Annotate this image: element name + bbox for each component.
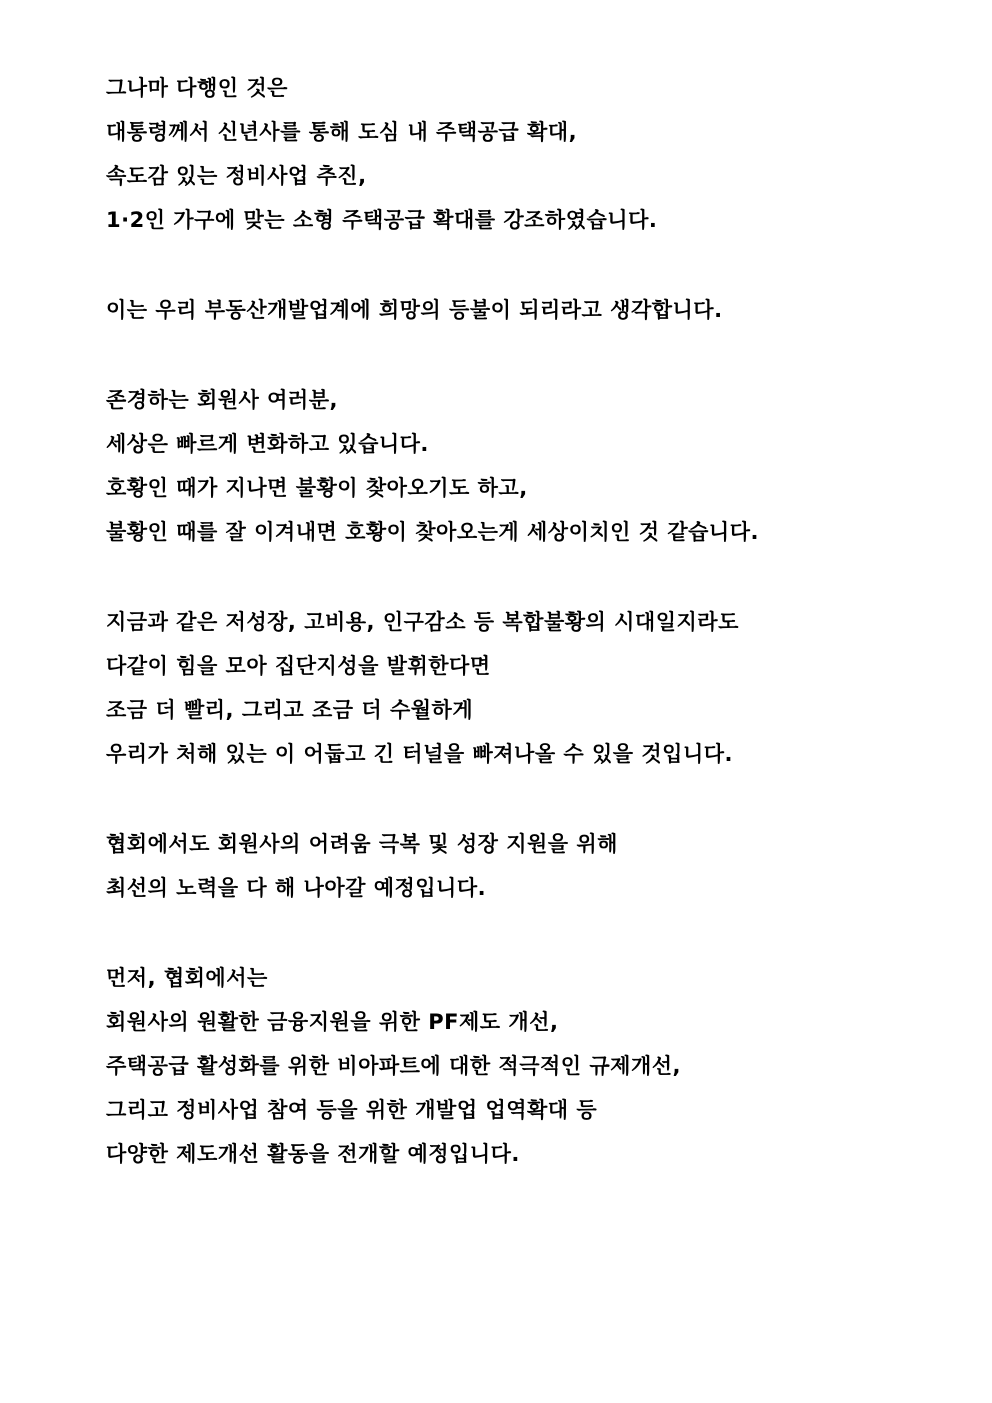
text-line: 먼저, 협회에서는 [106,966,268,990]
text-line: 이는 우리 부동산개발업계에 희망의 등불이 되리라고 생각합니다. [106,298,723,322]
text-line: 지금과 같은 저성장, 고비용, 인구감소 등 복합불황의 시대일지라도 [106,610,739,634]
text-line: 불황인 때를 잘 이겨내면 호황이 찾아오는게 세상이치인 것 같습니다. [106,520,759,544]
paragraph-1 [106,66,966,242]
text-line: 협회에서도 회원사의 어려움 극복 및 성장 지원을 위해 [106,832,618,856]
text-line: 최선의 노력을 다 해 나아갈 예정입니다. [106,876,487,900]
paragraph-4 [106,600,966,776]
text-line: 속도감 있는 정비사업 추진, [106,164,367,188]
paragraph-6 [106,956,966,1176]
text-line: 우리가 처해 있는 이 어둡고 긴 터널을 빠져나올 수 있을 것입니다. [106,742,734,766]
text-line: 존경하는 회원사 여러분, [106,388,338,412]
text-line: 그리고 정비사업 참여 등을 위한 개발업 업역확대 등 [106,1098,598,1122]
document-body [106,66,966,1222]
text-line: 호황인 때가 지나면 불황이 찾아오기도 하고, [106,476,528,500]
paragraph-5 [106,822,966,910]
text-line: 조금 더 빨리, 그리고 조금 더 수월하게 [106,698,474,722]
text-line: 회원사의 원활한 금융지원을 위한 PF제도 개선, [106,1010,559,1034]
text-line: 주택공급 활성화를 위한 비아파트에 대한 적극적인 규제개선, [106,1054,681,1078]
text-line: 세상은 빠르게 변화하고 있습니다. [106,432,429,456]
text-line: 1·2인 가구에 맞는 소형 주택공급 확대를 강조하였습니다. [106,208,658,232]
text-line: 대통령께서 신년사를 통해 도심 내 주택공급 확대, [106,120,578,144]
text-line: 다같이 힘을 모아 집단지성을 발휘한다면 [106,654,491,678]
text-line: 그나마 다행인 것은 [106,76,288,100]
paragraph-2 [106,288,966,332]
text-line: 다양한 제도개선 활동을 전개할 예정입니다. [106,1142,520,1166]
paragraph-3 [106,378,966,554]
